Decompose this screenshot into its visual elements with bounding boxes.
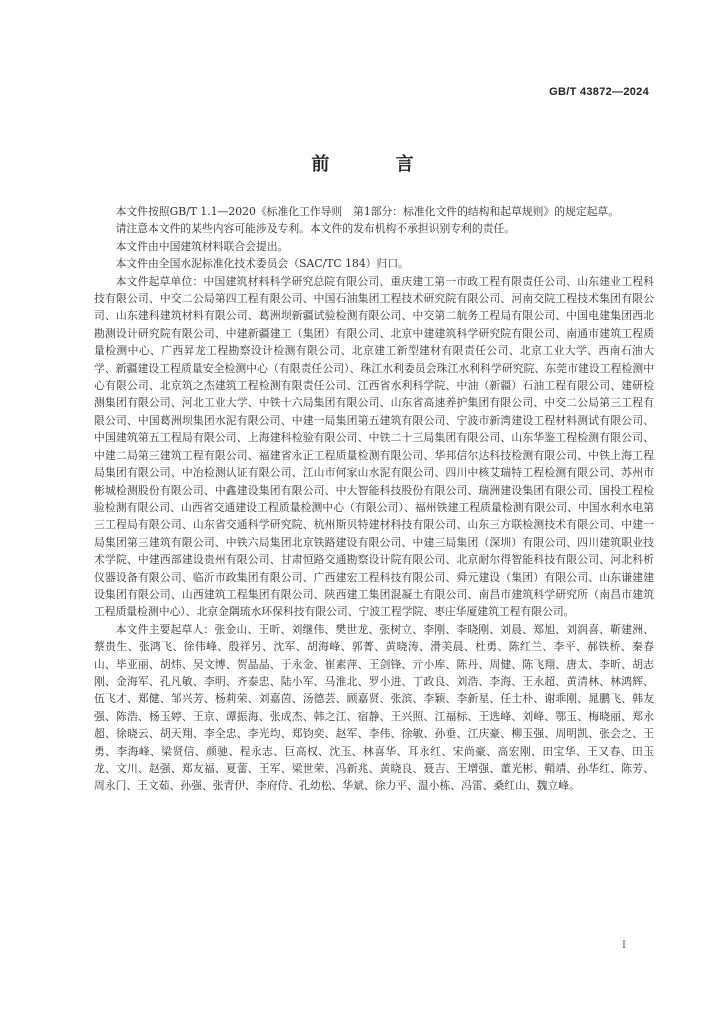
page-title: 前 言: [311, 154, 444, 175]
drafting-units-paragraph: 本文件起草单位：中国建筑材料科学研究总院有限公司、重庆建工第一市政工程有限责任公司、山东建业工程科技有限公司、中交二公局第四工程有限公司、中国石油集团工程技术研究院有限公司、河南交院工程技术集团有限公司、山东建科建筑材料有限公司、葛洲坝新疆试验检测有限公司、中交第二航务工程局有限公司、中国电建集团西北勘测设计研究院有限公司、中建新疆建工（集团）有限公司、北京中建建筑科学研究院有限公司、南通市建筑工程质量检测中心、广西昇龙工程勘察设计检测有限公司、北京建工新型建材有限责任公司、北京工业大学、西南石油大学、新疆建设工程质量安全检测中心（有限责任公司）、珠江水利委员会珠江水利科学研究院、东莞市建设工程检测中心有限公司、北京筑之杰建筑工程检测有限责任公司、江西省水利科学院、中油（新疆）石油工程有限公司、建研检测集团有限公司、河北工业大学、中铁十六局集团有限公司、山东省高速养护集团有限公司、中交二公局第三工程有限公司、中国葛洲坝集团水泥有限公司、中建一局集团第五建筑有限公司、宁波市新湾建设工程材料测试有限公司、中国建筑第五工程局有限公司、上海建科检验有限公司、中铁二十三局集团有限公司、山东华鉴工程检测有限公司、中建二局第三建筑工程有限公司、福建省永正工程质量检测有限公司、华邦信尔达科技检测有限公司、中铁上海工程局集团有限公司、中冶检测认证有限公司、江山市何家山水泥有限公司、四川中核艾瑞特工程检测有限公司、苏州市彬城检测股份有限公司、中鑫建设集团有限公司、中大智能科技股份有限公司、瑞洲建设集团有限公司、国投工程检验检测有限公司、山西省交通建设工程质量检测中心（有限公司）、福州铁建工程质量检测有限公司、中国水利水电第三工程局有限公司、山东省交通科学研究院、杭州斯贝特建材科技有限公司、山东三方联检测技术有限公司、中建一局集团第三建筑有限公司、中铁六局集团北京铁路建设有限公司、中建三局集团（深圳）有限公司、四川建筑职业技术学院、中建西部建设贵州有限公司、甘肃恒路交通勘察设计院有限公司、北京耐尔得智能科技有限公司、河北科析仪器设备有限公司、临沂市政集团有限公司、广西建宏工程科技有限公司、舜元建设（集团）有限公司、山东谦建建设集团有限公司、山西建筑工程集团有限公司、陕西建工集团混凝土有限公司、南昌市建筑科学研究所（南昌市建筑工程质量检测中心）、北京金隅琉水环保科技有限公司、宁波工程学院、枣庄华厦建筑工程有限公司。: [94, 274, 654, 619]
patent-notice-paragraph: 请注意本文件的某些内容可能涉及专利。本文件的发布机构不承担识别专利的责任。: [115, 222, 516, 236]
foreword-body: [94, 203, 654, 795]
committee-paragraph: 本文件由全国水泥标准化技术委员会（SAC/TC 184）归口。: [115, 257, 409, 271]
drafters-paragraph: 本文件主要起草人：张金山、王昕、刘继伟、樊世龙、张树立、李刚、李晓刚、刘晨、郑旭、刘润喜、靳建洲、蔡贵生、张鸿飞、徐伟峰、殷祥另、沈军、胡海峰、郭菁、黄晓涛、滑美晨、杜勇、陈红兰、李平、郝铁桥、秦春山、毕亚丽、胡炜、吴文博、贺晶晶、于永金、崔素萍、王剑锋、亓小库、陈丹、周健、陈飞翔、唐太、李昕、胡志刚、金海军、孔凡敏、李明、齐泰忠、陆小军、马淮北、罗小进、丁政良、刘浩、李海、王永超、黄清林、林鸿辉、伍飞才、郑健、邹兴芳、杨莉荣、刘嘉茵、汤德芸、顾嘉贤、张滨、李颖、李新星、任士朴、谢乖刚、晁鹏飞、韩友强、陈浩、杨玉婷、王京、谭振海、张成杰、韩之江、宿静、王兴照、江福标、王选峰、刘峰、鄂玉、梅晓丽、郑永超、徐晓云、胡天翔、李全忠、李光均、郑钧奕、赵军、李伟、徐敏、孙垂、江庆豪、柳玉强、周明凯、张会之、王勇、李海峰、梁贤信、颜驰、程永志、巨高权、沈玉、林喜华、耳永红、宋尚豪、高宏刚、田宝华、王又春、田玉龙、文川、赵强、郑友福、夏蕾、王军、梁世荣、冯新兆、黄晓良、聂吉、王增强、董光彬、鞘靖、孙华红、陈芳、周永门、王文茹、孙强、张青伊、李府侍、孔幼松、华斌、徐力平、温小栋、冯雷、桑红山、魏立峰。: [94, 622, 654, 793]
drafting-rules-paragraph: 本文件按照GB/T 1.1—2020《标准化工作导则 第1部分：标准化文件的结构和起草规则》的规定起草。: [115, 205, 620, 218]
page-number: I: [622, 940, 626, 951]
proposer-paragraph: 本文件由中国建筑材料联合会提出。: [115, 239, 289, 253]
standard-code-text: GB/T 43872—2024: [549, 86, 649, 98]
